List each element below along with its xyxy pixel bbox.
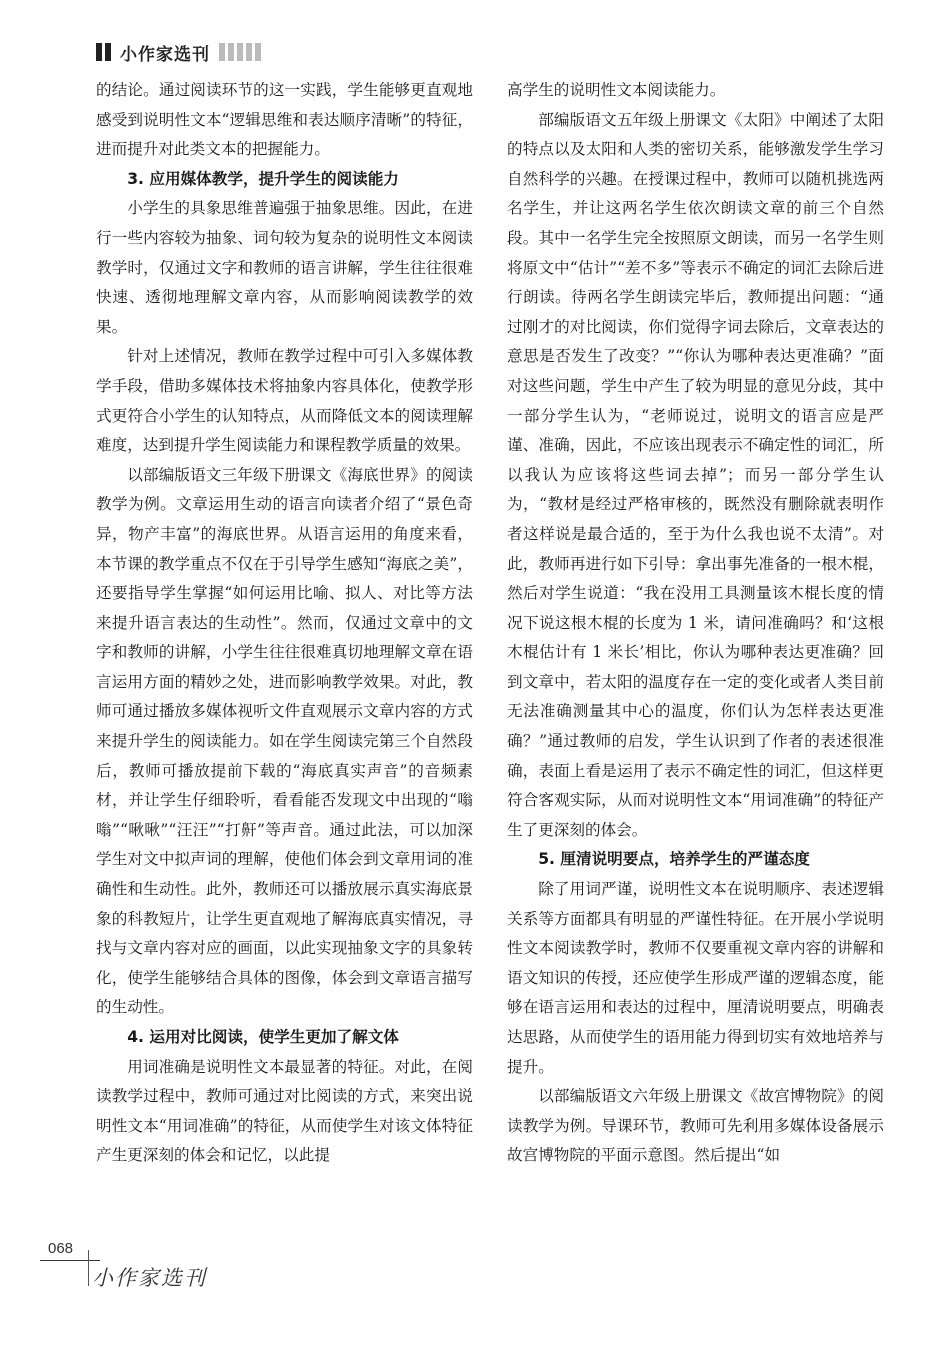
journal-name: 小作家选刊 [120, 44, 210, 65]
footer-rule [40, 1260, 100, 1261]
paragraph: 的结论。通过阅读环节的这一实践，学生能够更直观地感受到说明性文本“逻辑思维和表达顺序清晰”的特征，进而提升对此类文本的把握能力。 [96, 81, 473, 159]
footer-divider [88, 1250, 89, 1286]
section-heading: 5. 厘清说明要点，培养学生的严谨态度 [538, 850, 810, 869]
header-bar-decoration [96, 43, 102, 61]
header-bar-decoration [237, 43, 243, 61]
paragraph: 部编版语文五年级上册课文《太阳》中阐述了太阳的特点以及太阳和人类的密切关系，能够激发学生学习自然科学的兴趣。在授课过程中，教师可以随机挑选两名学生，并让这两名学生依次朗读文章的前三个自然段。其中一名学生完全按照原文朗读，而另一名学生则将原文中“估计”“差不多”等表示不确定的词汇去除后进行朗读。待两名学生朗读完毕后，教师提出问题：“通过刚才的对比阅读，你们觉得字词去除后，文章表达的意思是否发生了改变？”“你认为哪种表达更准确？”面对这些问题，学生中产生了较为明显的意见分歧，其中一部分学生认为，“老师说过，说明文的语言应是严谨、准确，因此，不应该出现表示不确定性的词汇，所以我认为应该将这些词去掉”；而另一部分学生认为，“教材是经过严格审核的，既然没有删除就表明作者这样说是最合适的，至于为什么我也说不太清”。对此，教师再进行如下引导：拿出事先准备的一根木棍，然后对学生说道：“我在没用工具测量该木棍长度的情况下说这根木棍的长度为 1 米，请问准确吗？和‘这根木棍估计有 1 米长’相比，你认为哪种表达更准确？回到文章中，若太阳的温度存在一定的变化或者人类目前无法准确测量其中心的温度，你们认为怎样表达更准确？”通过教师的启发，学生认识到了作者的表述很准确，表面上看是运用了表示不确定性的词汇，但这样更符合客观实际，从而对说明性文本“用词准确”的特征产生了更深刻的体会。 [507, 110, 884, 839]
paragraph: 以部编版语文六年级上册课文《故宫博物院》的阅读教学为例。导课环节，教师可先利用多媒体设备展示故宫博物院的平面示意图。然后提出“如 [507, 1087, 884, 1165]
running-header [96, 40, 264, 64]
paragraph: 针对上述情况，教师在教学过程中可引入多媒体教学手段，借助多媒体技术将抽象内容具体化，使教学形式更符合小学生的认知特点，从而降低文本的阅读理解难度，达到提升学生阅读能力和课程教学质量的效果。 [96, 347, 473, 455]
paragraph: 以部编版语文三年级下册课文《海底世界》的阅读教学为例。文章运用生动的语言向读者介绍了“景色奇异，物产丰富”的海底世界。从语言运用的角度来看，本节课的教学重点不仅在于引导学生感知“海底之美”，还要指导学生掌握“如何运用比喻、拟人、对比等方法来提升语言表达的生动性”。然而，仅通过文章中的文字和教师的讲解，小学生往往很难真切地理解文章在语言运用方面的精妙之处，进而影响教学效果。对此，教师可通过播放多媒体视听文件直观展示文章内容的方式来提升学生的阅读能力。如在学生阅读完第三个自然段后，教师可播放提前下载的“海底真实声音”的音频素材，并让学生仔细聆听，看看能否发现文中出现的“嗡嗡”“啾啾”“汪汪”“打鼾”等声音。通过此法，可以加深学生对文中拟声词的理解，使他们体会到文章用词的准确性和生动性。此外，教师还可以播放展示真实海底景象的科教短片，让学生更直观地了解海底真实情况，寻找与文章内容对应的画面，以此实现抽象文字的具象转化，使学生能够结合具体的图像，体会到文章语言描写的生动性。 [96, 465, 473, 1017]
header-bar-decoration [228, 43, 234, 61]
right-column [507, 76, 884, 1171]
journal-logo: 小作家选刊 [92, 1266, 207, 1290]
paragraph: 高学生的说明性文本阅读能力。 [507, 81, 726, 99]
header-bar-decoration [246, 43, 252, 61]
paragraph: 除了用词严谨，说明性文本在说明顺序、表述逻辑关系等方面都具有明显的严谨性特征。在开展小学说明性文本阅读教学时，教师不仅要重视文章内容的讲解和语文知识的传授，还应使学生形成严谨的逻辑态度，能够在语言运用和表达的过程中，厘清说明要点，明确表达思路，从而使学生的语用能力得到切实有效地培养与提升。 [507, 880, 884, 1076]
header-bar-decoration [255, 43, 261, 61]
page-number: 068 [48, 1240, 74, 1257]
left-column [96, 76, 473, 1171]
paragraph: 用词准确是说明性文本最显著的特征。对此，在阅读教学过程中，教师可通过对比阅读的方式，来突出说明性文本“用词准确”的特征，从而使学生对该文体特征产生更深刻的体会和记忆，以此提 [96, 1057, 473, 1165]
paragraph: 小学生的具象思维普遍强于抽象思维。因此，在进行一些内容较为抽象、词句较为复杂的说明性文本阅读教学时，仅通过文字和教师的语言讲解，学生往往很难快速、透彻地理解文章内容，从而影响阅读教学的效果。 [96, 199, 473, 336]
header-bar-decoration [105, 43, 111, 61]
section-heading: 3. 应用媒体教学，提升学生的阅读能力 [127, 169, 399, 188]
section-heading: 4. 运用对比阅读，使学生更加了解文体 [127, 1028, 399, 1046]
header-bar-decoration [219, 43, 225, 61]
